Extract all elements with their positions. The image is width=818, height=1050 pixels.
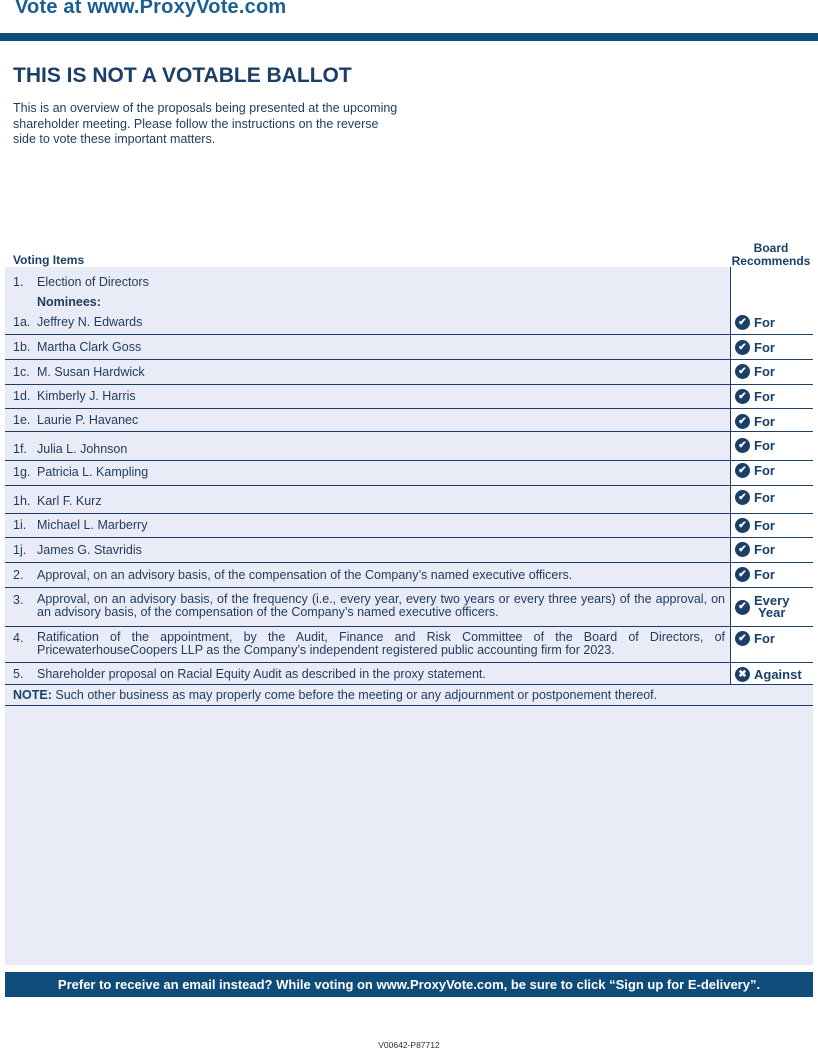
- row-divider: [5, 513, 813, 514]
- board-recommends-header: [730, 242, 812, 267]
- row-divider: [5, 431, 813, 432]
- recommendation-label: For: [754, 388, 775, 404]
- note-text: Such other business as may properly come before the meeting or any adjournment or postponement thereof.: [51, 688, 658, 702]
- voting-items-header: Voting Items: [13, 253, 85, 267]
- row-divider: [5, 626, 813, 627]
- recommendation: [735, 631, 775, 646]
- recommendation: [735, 414, 775, 429]
- recommendation-label-line2: Year: [757, 605, 786, 620]
- nominee-name: Karl F. Kurz: [37, 494, 102, 508]
- row-divider: [5, 359, 813, 360]
- note-label: NOTE:: [13, 688, 52, 702]
- nominee-name: James G. Stavridis: [37, 543, 142, 557]
- nominees-subhead: Nominees:: [37, 295, 101, 309]
- item-text: Election of Directors: [37, 275, 149, 289]
- row-divider: [5, 460, 813, 461]
- recommendation: [735, 567, 775, 582]
- check-circle-icon: ✔: [735, 389, 750, 404]
- item-number: 1d.: [13, 389, 31, 403]
- recommendation: [735, 542, 775, 557]
- check-circle-icon: ✔: [735, 315, 750, 330]
- proposal-text: Shareholder proposal on Racial Equity Audit as described in the proxy statement.: [37, 667, 486, 681]
- item-number: 2.: [13, 568, 24, 582]
- recommendation: [735, 463, 775, 478]
- recommendation-label: For: [754, 489, 775, 505]
- row-divider: [5, 384, 813, 385]
- nominee-name: Michael L. Marberry: [37, 518, 148, 532]
- item-1-row: [5, 275, 813, 317]
- check-circle-icon: ✔: [735, 414, 750, 429]
- check-circle-icon: ✔: [735, 518, 750, 533]
- recommendation: [735, 364, 775, 379]
- intro-text: This is an overview of the proposals being presented at the upcoming shareholder meeting. Please follow the instructions on the reverse side to vote these important matters.: [13, 101, 398, 146]
- proposal-text: Ratification of the appointment, by the Audit, Finance and Risk Committee of the Board of Directors, of PricewaterhouseCoopers LLP as the Company’s independent registered public accounting firm for 2023.: [37, 630, 725, 657]
- e-delivery-banner: [5, 972, 813, 997]
- item-number: 5.: [13, 667, 24, 681]
- nominee-name: Martha Clark Goss: [37, 340, 142, 354]
- nominee-name: Laurie P. Havanec: [37, 413, 139, 427]
- recommendation-label: For: [754, 437, 775, 453]
- item-number: 1c.: [13, 365, 30, 379]
- header-bar: [0, 33, 818, 41]
- recommendation: [735, 438, 775, 453]
- nominee-name: M. Susan Hardwick: [37, 365, 145, 379]
- board-header-line2: Recommends: [731, 253, 811, 268]
- recommendation-label: For: [754, 413, 775, 429]
- item-number: 4.: [13, 631, 24, 645]
- recommendation: [735, 490, 775, 505]
- check-circle-icon: ✔: [735, 542, 750, 557]
- recommendation-label: For: [754, 541, 775, 557]
- recommendation-label: For: [754, 339, 775, 355]
- row-divider: [5, 684, 813, 685]
- row-divider: [5, 705, 813, 706]
- row-divider: [5, 485, 813, 486]
- item-number: 1i.: [13, 518, 27, 532]
- check-circle-icon: ✔: [735, 600, 750, 615]
- recommendation: [735, 315, 775, 330]
- recommendation: [735, 340, 775, 355]
- recommendation-label: For: [754, 566, 775, 582]
- column-divider: [730, 267, 731, 685]
- item-number: 1b.: [13, 340, 31, 354]
- recommendation: [735, 518, 775, 533]
- item-number: 1e.: [13, 413, 31, 427]
- row-divider: [5, 537, 813, 538]
- item-number: 1j.: [13, 543, 27, 557]
- check-circle-icon: ✔: [735, 490, 750, 505]
- check-circle-icon: ✔: [735, 340, 750, 355]
- recommendation-label: For: [754, 462, 775, 478]
- row-divider: [5, 587, 813, 588]
- row-divider: [5, 662, 813, 663]
- recommendation-label: For: [754, 630, 775, 646]
- document-code: V00642-P87712: [378, 1040, 440, 1050]
- proposal-text: Approval, on an advisory basis, of the frequency (i.e., every year, every two years or every three years) of the approval, on an advisory basis, of the compensation of the Company’s named executive officers.: [37, 592, 725, 619]
- x-circle-icon: ✖: [735, 667, 750, 682]
- check-circle-icon: ✔: [735, 463, 750, 478]
- item-number: 1a.: [13, 315, 31, 329]
- item-number: 1h.: [13, 494, 31, 508]
- recommendation-label: For: [754, 314, 775, 330]
- item-number: 1f.: [13, 442, 27, 456]
- nominee-name: Jeffrey N. Edwards: [37, 315, 143, 329]
- check-circle-icon: ✔: [735, 364, 750, 379]
- row-divider: [5, 334, 813, 335]
- recommendation-label: Against: [754, 666, 802, 682]
- page-title: THIS IS NOT A VOTABLE BALLOT: [13, 64, 352, 87]
- recommendation: [735, 595, 789, 619]
- recommendation-label: For: [754, 517, 775, 533]
- item-number: 1g.: [13, 465, 31, 479]
- recommendation-label: [754, 595, 789, 619]
- check-circle-icon: ✔: [735, 631, 750, 646]
- recommendation-label-line1: Every: [754, 593, 790, 608]
- check-circle-icon: ✔: [735, 438, 750, 453]
- check-circle-icon: ✔: [735, 567, 750, 582]
- row-divider: [5, 562, 813, 563]
- recommendation: [735, 667, 802, 682]
- header-title: Vote at www.ProxyVote.com: [15, 0, 287, 18]
- row-divider: [5, 408, 813, 409]
- recommendation: [735, 389, 775, 404]
- proposal-text: Approval, on an advisory basis, of the compensation of the Company’s named executive officers.: [37, 568, 573, 582]
- item-number: 1.: [13, 275, 24, 289]
- nominee-name: Julia L. Johnson: [37, 442, 128, 456]
- nominee-name: Kimberly J. Harris: [37, 389, 136, 403]
- e-delivery-banner-text: Prefer to receive an email instead? While voting on www.ProxyVote.com, be sure to click “Sign up for E-delivery”.: [57, 977, 761, 992]
- nominee-name: Patricia L. Kampling: [37, 465, 149, 479]
- item-number: 3.: [13, 593, 24, 607]
- note: [13, 688, 657, 702]
- board-header-line1: Board: [753, 241, 789, 255]
- recommendation-label: For: [754, 363, 775, 379]
